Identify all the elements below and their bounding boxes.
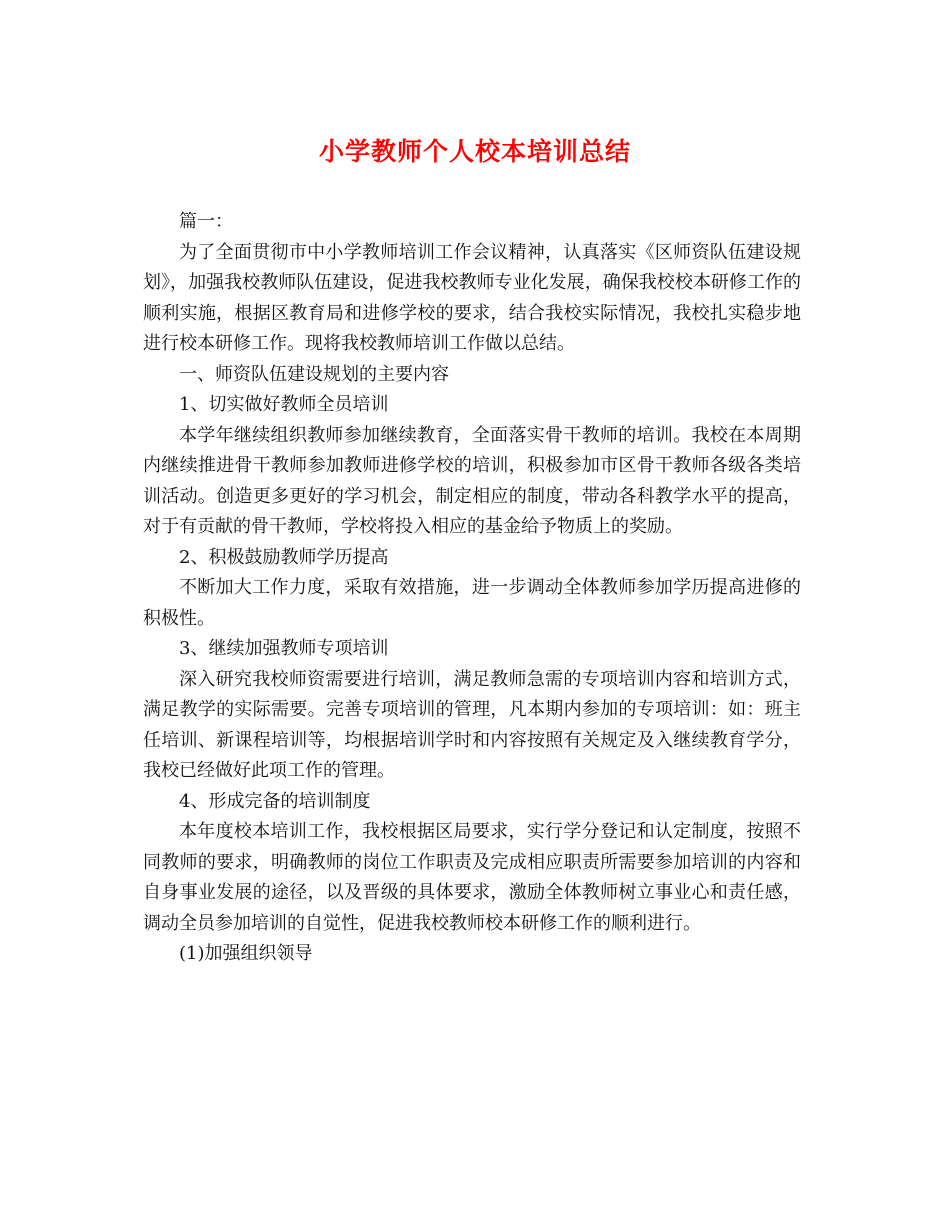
- paragraph-1: 本学年继续组织教师参加继续教育，全面落实骨干教师的培训。我校在本周期内继续推进骨干教师参加教师进修学校的培训，积极参加市区骨干教师各级各类培训活动。创造更多更好的学习机会，制定相应的制度，带动各科教学水平的提高，对于有贡献的骨干教师，学校将投入相应的基金给予物质上的奖励。: [143, 424, 801, 537]
- subheading-4-1: (1)加强组织领导: [179, 943, 313, 964]
- subheading-1: 1、切实做好教师全员培训: [179, 394, 389, 415]
- subheading-2: 2、积极鼓励教师学历提高: [179, 546, 389, 568]
- document-body: [143, 207, 801, 970]
- paragraph-4: 本年度校本培训工作，我校根据区局要求，实行学分登记和认定制度，按照不同教师的要求，明确教师的岗位工作职责及完成相应职责所需要参加培训的内容和自身事业发展的途径，以及晋级的具体要求，激励全体教师树立事业心和责任感，调动全员参加培训的自觉性，促进我校教师校本研修工作的顺利进行。: [143, 821, 801, 934]
- paragraph-3: 深入研究我校师资需要进行培训，满足教师急需的专项培训内容和培训方式，满足教学的实际需要。完善专项培训的管理，凡本期内参加的专项培训：如：班主任培训、新课程培训等，均根据培训学时和内容按照有关规定及入继续教育学分，我校已经做好此项工作的管理。: [143, 668, 801, 781]
- intro-paragraph: 为了全面贯彻市中小学教师培训工作会议精神，认真落实《区师资队伍建设规划》，加强我校教师队伍建设，促进我校教师专业化发展，确保我校校本研修工作的顺利实施，根据区教育局和进修学校的要求，结合我校实际情况，我校扎实稳步地进行校本研修工作。现将我校教师培训工作做以总结。: [143, 241, 801, 354]
- section-label: 篇一：: [179, 211, 233, 232]
- section-heading: 一、师资队伍建设规划的主要内容: [179, 363, 449, 385]
- document-title: 小学教师个人校本培训总结: [318, 137, 631, 166]
- paragraph-2: 不断加大工作力度，采取有效措施，进一步调动全体教师参加学历提高进修的积极性。: [143, 577, 801, 629]
- subheading-4: 4、形成完备的培训制度: [179, 790, 371, 812]
- subheading-3: 3、继续加强教师专项培训: [179, 638, 389, 659]
